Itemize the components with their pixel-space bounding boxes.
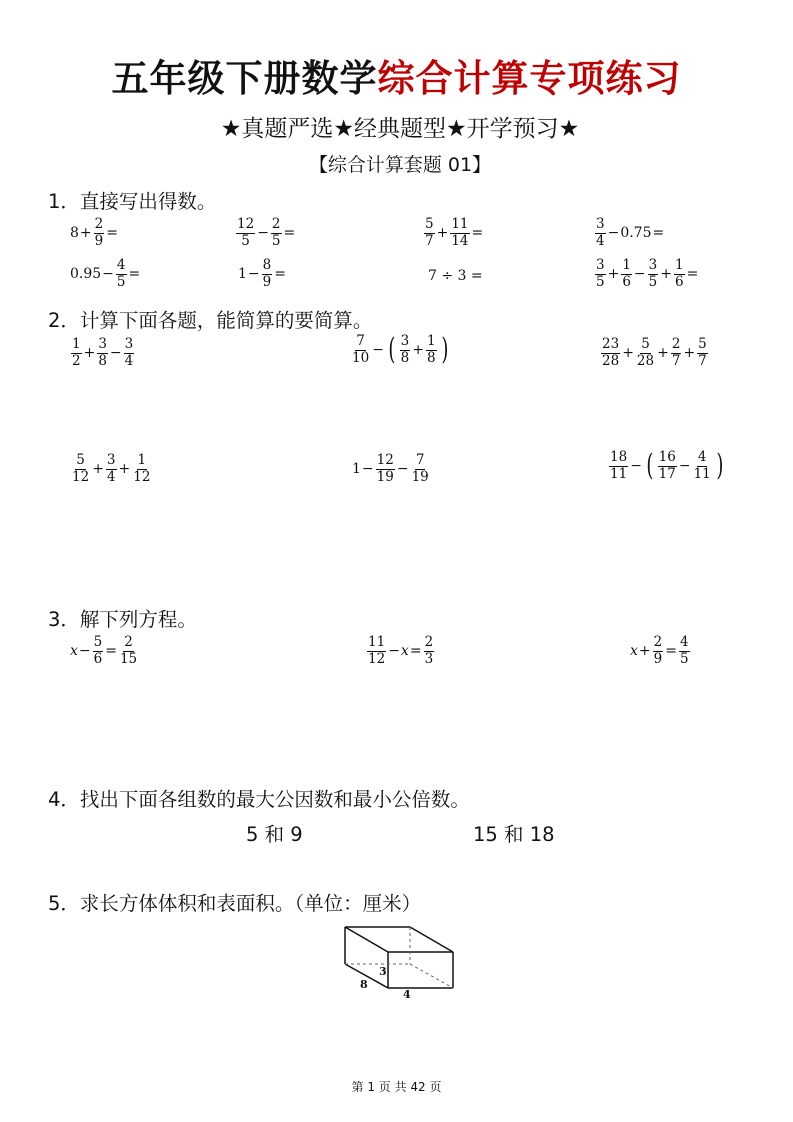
- operator: −: [630, 458, 642, 474]
- denominator: 4: [106, 468, 116, 485]
- denominator: 14: [451, 232, 469, 249]
- fraction: [426, 335, 437, 365]
- numerator: 4: [116, 257, 126, 273]
- equals: =: [665, 643, 677, 659]
- title-black-part: 五年级下册数学: [111, 57, 378, 100]
- denominator: 2: [72, 352, 81, 369]
- operator: −: [607, 225, 620, 241]
- denominator: 12: [368, 650, 386, 667]
- denominator: 4: [596, 232, 605, 249]
- fraction: [671, 338, 682, 368]
- operator: +: [83, 345, 96, 361]
- number-pair-2: 15 和 18: [473, 823, 555, 846]
- calc-problem-2: [350, 332, 451, 367]
- operator: −: [372, 342, 384, 358]
- term: 0.75: [620, 225, 652, 241]
- fraction: [595, 218, 606, 248]
- denominator: 11: [610, 465, 628, 482]
- denominator: 12: [133, 468, 151, 485]
- fraction: [636, 338, 655, 368]
- fraction: [609, 451, 628, 481]
- numerator: 16: [658, 449, 676, 465]
- direct-problem-3: [423, 218, 484, 248]
- section-4-heading: 4．找出下面各组数的最大公因数和最小公倍数。: [48, 788, 470, 811]
- denominator: 5: [648, 273, 658, 290]
- numerator: 12: [237, 216, 255, 232]
- direct-problem-6: [238, 259, 287, 289]
- left-paren: (: [646, 448, 654, 483]
- term: 1: [352, 461, 361, 477]
- denominator: 28: [636, 352, 655, 369]
- numerator: 2: [424, 634, 434, 650]
- denominator: 8: [98, 352, 107, 369]
- operator: −: [257, 225, 269, 241]
- fraction: [679, 636, 690, 666]
- fraction: [400, 335, 411, 365]
- operator: −: [361, 461, 374, 477]
- denominator: 5: [116, 273, 126, 290]
- operator: −: [396, 461, 409, 477]
- numerator: 3: [98, 336, 107, 352]
- direct-problem-4: [594, 218, 665, 248]
- number-pair-1: 5 和 9: [246, 823, 303, 846]
- fraction: [424, 218, 435, 248]
- fraction: [595, 259, 606, 289]
- operator: −: [633, 266, 646, 282]
- fraction: [119, 636, 138, 666]
- cuboid-diagram: [335, 922, 465, 1002]
- fraction: [411, 454, 430, 484]
- numerator: 8: [262, 257, 272, 273]
- page-title: [0, 48, 793, 102]
- operator: +: [607, 266, 620, 282]
- term: 1: [238, 266, 247, 282]
- numerator: 18: [610, 449, 628, 465]
- numerator: 11: [368, 634, 386, 650]
- direct-problem-5: [70, 259, 141, 289]
- numerator: 7: [356, 333, 365, 349]
- fraction: [424, 636, 435, 666]
- numerator: 2: [653, 634, 663, 650]
- denominator: 8: [426, 349, 436, 366]
- right-paren: ): [440, 332, 448, 367]
- section-5-heading: 5．求长方体体积和表面积。（单位：厘米）: [48, 892, 422, 915]
- direct-problem-1: [70, 218, 119, 248]
- term: 8: [70, 225, 79, 241]
- numerator: 5: [698, 336, 707, 352]
- fraction: [351, 335, 370, 365]
- numerator: 2: [124, 634, 133, 650]
- numerator: 5: [76, 452, 85, 468]
- numerator: 3: [124, 336, 134, 352]
- fraction: [601, 338, 620, 368]
- calc-problem-1: [70, 338, 135, 368]
- numerator: 5: [93, 634, 103, 650]
- section-2-heading: 2．计算下面各题，能简算的要简算。: [48, 309, 373, 332]
- term: 0.95: [70, 266, 102, 282]
- equals: =: [686, 266, 699, 282]
- operator: +: [79, 225, 92, 241]
- denominator: 10: [352, 349, 370, 366]
- fraction: [376, 454, 395, 484]
- equals: =: [105, 643, 117, 659]
- denominator: 6: [674, 273, 684, 290]
- fraction: [697, 338, 708, 368]
- set-title: 【综合计算套题 01】: [308, 154, 492, 176]
- numerator: 3: [596, 216, 605, 232]
- operator: +: [118, 461, 131, 477]
- numerator: 1: [72, 336, 81, 352]
- numerator: 3: [596, 257, 605, 273]
- numerator: 23: [602, 336, 620, 352]
- length-label: 8: [360, 978, 368, 991]
- denominator: 8: [400, 349, 410, 366]
- equals: =: [128, 266, 141, 282]
- operator: +: [622, 345, 634, 361]
- fraction: [450, 218, 469, 248]
- denominator: 11: [693, 465, 711, 482]
- denominator: 7: [671, 352, 681, 369]
- operator: +: [657, 345, 669, 361]
- denominator: 7: [425, 232, 434, 249]
- denominator: 28: [602, 352, 620, 369]
- direct-problem-2: [235, 218, 296, 248]
- numerator: 4: [697, 449, 707, 465]
- denominator: 5: [241, 232, 250, 249]
- equation-3: [630, 636, 691, 666]
- calc-problem-4: [70, 454, 152, 484]
- fraction: [94, 218, 105, 248]
- numerator: 3: [400, 333, 410, 349]
- operator: +: [436, 225, 449, 241]
- numerator: 3: [648, 257, 658, 273]
- variable-x: x: [630, 643, 638, 659]
- fraction: [97, 338, 108, 368]
- denominator: 12: [72, 468, 90, 485]
- denominator: 9: [94, 232, 104, 249]
- operator: +: [412, 342, 424, 358]
- denominator: 5: [596, 273, 605, 290]
- operator: +: [92, 461, 104, 477]
- operator: −: [78, 643, 91, 659]
- denominator: 9: [653, 650, 663, 667]
- operator: +: [638, 643, 651, 659]
- numerator: 1: [674, 257, 684, 273]
- denominator: 5: [271, 232, 281, 249]
- equation-1: [70, 636, 139, 666]
- subtitle: ★真题严选★经典题型★开学预习★: [220, 116, 580, 142]
- fraction: [693, 451, 712, 481]
- page-footer: 第 1 页 共 42 页: [351, 1080, 442, 1094]
- equation-2: [366, 636, 435, 666]
- denominator: 17: [658, 465, 676, 482]
- equals: =: [471, 225, 484, 241]
- section-1-heading: 1．直接写出得数。: [48, 190, 217, 213]
- fraction: [658, 451, 677, 481]
- numerator: 12: [376, 452, 394, 468]
- operator: −: [109, 345, 122, 361]
- denominator: 6: [93, 650, 103, 667]
- denominator: 6: [622, 273, 631, 290]
- fraction: [262, 259, 273, 289]
- calc-problem-3: [600, 338, 709, 368]
- fraction: [132, 454, 151, 484]
- fraction: [367, 636, 386, 666]
- numerator: 5: [641, 336, 650, 352]
- equals: =: [106, 225, 118, 241]
- equals: =: [652, 225, 665, 241]
- denominator: 3: [424, 650, 434, 667]
- height-label: 3: [379, 965, 387, 978]
- denominator: 15: [119, 650, 138, 667]
- section-3-heading: 3．解下列方程。: [48, 608, 197, 631]
- denominator: 19: [376, 468, 394, 485]
- fraction: [116, 259, 127, 289]
- operator: −: [388, 643, 400, 659]
- fraction: [124, 338, 135, 368]
- numerator: 1: [137, 452, 147, 468]
- fraction: [271, 218, 282, 248]
- variable-x: x: [70, 643, 78, 659]
- fraction: [93, 636, 104, 666]
- title-red-part: 综合计算专项练习: [377, 57, 682, 100]
- equals: =: [274, 266, 286, 282]
- left-paren: (: [388, 332, 396, 367]
- fraction: [71, 338, 82, 368]
- width-label: 4: [403, 988, 411, 1001]
- numerator: 11: [451, 216, 469, 232]
- operator: −: [678, 458, 691, 474]
- numerator: 3: [106, 452, 116, 468]
- operator: −: [247, 266, 260, 282]
- fraction: [648, 259, 659, 289]
- denominator: 19: [411, 468, 429, 485]
- variable-x: x: [400, 643, 409, 659]
- denominator: 7: [698, 352, 707, 369]
- fraction: [106, 454, 117, 484]
- numerator: 5: [425, 216, 434, 232]
- numerator: 7: [415, 452, 425, 468]
- denominator: 9: [262, 273, 272, 290]
- numerator: 2: [671, 336, 681, 352]
- denominator: 5: [679, 650, 689, 667]
- equals: =: [409, 643, 422, 659]
- fraction: [621, 259, 632, 289]
- numerator: 4: [679, 634, 689, 650]
- fraction: [236, 218, 255, 248]
- operator: +: [660, 266, 672, 282]
- numerator: 2: [271, 216, 281, 232]
- direct-problem-8: [594, 259, 699, 289]
- equals: =: [283, 225, 296, 241]
- operator: +: [683, 345, 696, 361]
- denominator: 4: [124, 352, 134, 369]
- calc-problem-6: [608, 448, 726, 483]
- right-paren: ): [716, 448, 724, 483]
- numerator: 1: [426, 333, 436, 349]
- calc-problem-5: [352, 454, 431, 484]
- numerator: 1: [622, 257, 631, 273]
- direct-problem-7: 7 ÷ 3 =: [428, 268, 483, 284]
- fraction: [71, 454, 90, 484]
- fraction: [674, 259, 685, 289]
- operator: −: [102, 266, 114, 282]
- numerator: 2: [94, 216, 104, 232]
- fraction: [653, 636, 664, 666]
